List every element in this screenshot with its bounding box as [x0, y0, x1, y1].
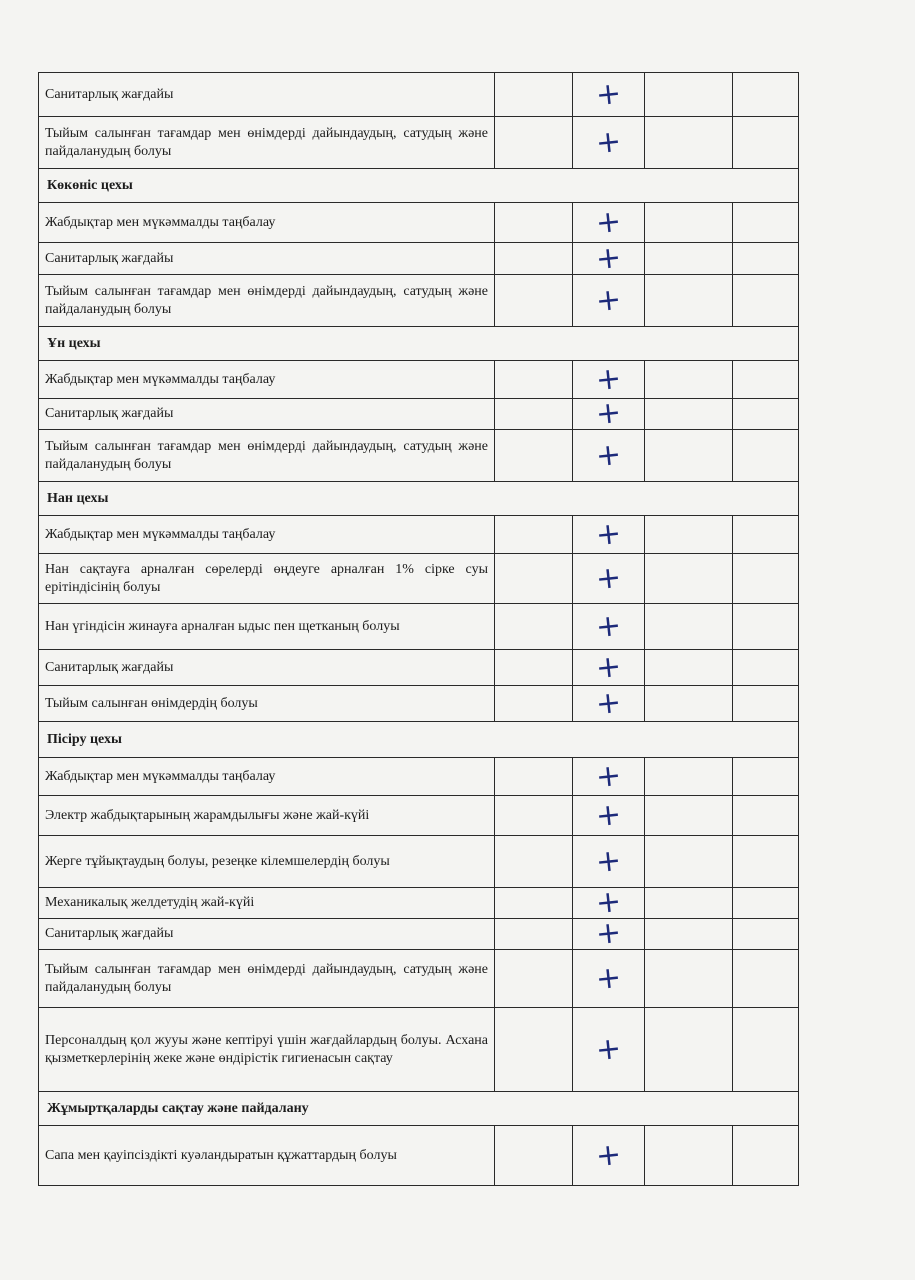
- handwritten-plus-mark: +: [594, 394, 623, 433]
- checklist-row: [39, 203, 799, 243]
- requirement-text: Сапа мен қауіпсіздікті куәландыратын құжаттардың болуы: [39, 1126, 495, 1186]
- compliance-mark-cell: [573, 883, 645, 922]
- requirement-text: Нан сақтауға арналған сөрелерді өңдеуге арналған 1% сірке суы ерітіндісінің болуы: [39, 554, 495, 604]
- section-header-row: [39, 482, 799, 516]
- empty-mark-cell: [495, 1008, 573, 1092]
- empty-mark-cell: [733, 836, 799, 888]
- empty-mark-cell: [495, 796, 573, 836]
- empty-mark-cell: [733, 604, 799, 650]
- empty-mark-cell: [495, 686, 573, 722]
- empty-mark-cell: [733, 919, 799, 950]
- empty-mark-cell: [495, 516, 573, 554]
- handwritten-plus-mark: +: [594, 684, 623, 722]
- empty-mark-cell: [645, 604, 733, 650]
- empty-mark-cell: [733, 516, 799, 554]
- requirement-text: Электр жабдықтарының жарамдылығы және жай-күйі: [39, 796, 495, 836]
- compliance-mark-cell: [573, 836, 645, 888]
- requirement-text: Тыйым салынған тағамдар мен өнімдерді дайындаудың, сатудың және пайдаланудың болуы: [39, 950, 495, 1008]
- compliance-mark-cell: [573, 117, 645, 169]
- empty-mark-cell: [733, 73, 799, 117]
- checklist-row: [39, 554, 799, 604]
- empty-mark-cell: [495, 243, 573, 275]
- requirement-text: Тыйым салынған тағамдар мен өнімдерді дайындаудың, сатудың және пайдаланудың болуы: [39, 117, 495, 169]
- compliance-mark-cell: [573, 796, 645, 836]
- empty-mark-cell: [645, 1008, 733, 1092]
- checklist-row: [39, 361, 799, 399]
- empty-mark-cell: [645, 554, 733, 604]
- empty-mark-cell: [495, 117, 573, 169]
- requirement-text: Санитарлық жағдайы: [39, 919, 495, 950]
- handwritten-plus-mark: +: [594, 959, 623, 997]
- checklist-row: [39, 399, 799, 430]
- empty-mark-cell: [645, 796, 733, 836]
- empty-mark-cell: [733, 650, 799, 686]
- checklist-row: [39, 243, 799, 275]
- empty-mark-cell: [645, 430, 733, 482]
- compliance-mark-cell: [573, 516, 645, 554]
- empty-mark-cell: [495, 554, 573, 604]
- empty-mark-cell: [733, 554, 799, 604]
- handwritten-plus-mark: +: [594, 239, 623, 277]
- requirement-text: Тыйым салынған тағамдар мен өнімдерді дайындаудың, сатудың және пайдаланудың болуы: [39, 430, 495, 482]
- handwritten-plus-mark: +: [594, 203, 623, 241]
- requirement-text: Тыйым салынған өнімдердің болуы: [39, 686, 495, 722]
- section-title: Нан цехы: [39, 482, 799, 516]
- handwritten-plus-mark: +: [594, 559, 623, 597]
- section-title: Көкөніс цехы: [39, 169, 799, 203]
- empty-mark-cell: [733, 758, 799, 796]
- compliance-mark-cell: [573, 758, 645, 796]
- empty-mark-cell: [495, 1126, 573, 1186]
- empty-mark-cell: [495, 361, 573, 399]
- handwritten-plus-mark: +: [594, 436, 623, 474]
- section-title: Пісіру цехы: [39, 722, 799, 758]
- section-header-row: [39, 722, 799, 758]
- checklist-row: [39, 686, 799, 722]
- empty-mark-cell: [495, 203, 573, 243]
- empty-mark-cell: [645, 650, 733, 686]
- handwritten-plus-mark: +: [594, 914, 623, 953]
- requirement-text: Персоналдың қол жууы және кептіруі үшін жағдайлардың болуы. Асхана қызметкерлерінің жеке және өндірістік гигиенасын сақтау: [39, 1008, 495, 1092]
- checklist-row: [39, 950, 799, 1008]
- handwritten-plus-mark: +: [594, 757, 623, 795]
- checklist-row: [39, 836, 799, 888]
- section-header-row: [39, 1092, 799, 1126]
- handwritten-plus-mark: +: [594, 75, 623, 113]
- handwritten-plus-mark: +: [594, 360, 623, 398]
- compliance-mark-cell: [573, 203, 645, 243]
- empty-mark-cell: [495, 604, 573, 650]
- requirement-text: Санитарлық жағдайы: [39, 650, 495, 686]
- requirement-text: Нан үгіндісін жинауға арналған ыдыс пен щетканың болуы: [39, 604, 495, 650]
- empty-mark-cell: [495, 836, 573, 888]
- empty-mark-cell: [733, 117, 799, 169]
- compliance-mark-cell: [573, 361, 645, 399]
- requirement-text: Механикалық желдетудің жай-күйі: [39, 888, 495, 919]
- empty-mark-cell: [645, 686, 733, 722]
- handwritten-plus-mark: +: [594, 883, 623, 922]
- handwritten-plus-mark: +: [594, 515, 623, 553]
- empty-mark-cell: [495, 758, 573, 796]
- inspection-checklist-table: [38, 72, 799, 1186]
- compliance-mark-cell: [573, 394, 645, 433]
- requirement-text: Санитарлық жағдайы: [39, 399, 495, 430]
- empty-mark-cell: [645, 516, 733, 554]
- checklist-rows: [39, 73, 799, 1186]
- requirement-text: Жабдықтар мен мүкәммалды таңбалау: [39, 758, 495, 796]
- section-title: Жұмыртқаларды сақтау және пайдалану: [39, 1092, 799, 1126]
- checklist-row: [39, 604, 799, 650]
- compliance-mark-cell: [573, 430, 645, 482]
- empty-mark-cell: [645, 117, 733, 169]
- empty-mark-cell: [495, 919, 573, 950]
- checklist-row: [39, 919, 799, 950]
- empty-mark-cell: [495, 650, 573, 686]
- empty-mark-cell: [645, 888, 733, 919]
- checklist-row: [39, 758, 799, 796]
- empty-mark-cell: [645, 73, 733, 117]
- empty-mark-cell: [645, 361, 733, 399]
- requirement-text: Тыйым салынған тағамдар мен өнімдерді дайындаудың, сатудың және пайдаланудың болуы: [39, 275, 495, 327]
- compliance-mark-cell: [573, 914, 645, 953]
- empty-mark-cell: [645, 950, 733, 1008]
- empty-mark-cell: [645, 758, 733, 796]
- empty-mark-cell: [733, 430, 799, 482]
- checklist-row: [39, 430, 799, 482]
- requirement-text: Санитарлық жағдайы: [39, 73, 495, 117]
- empty-mark-cell: [733, 796, 799, 836]
- empty-mark-cell: [733, 1008, 799, 1092]
- section-header-row: [39, 169, 799, 203]
- empty-mark-cell: [733, 243, 799, 275]
- requirement-text: Жерге тұйықтаудың болуы, резеңке кілемшелердің болуы: [39, 836, 495, 888]
- empty-mark-cell: [645, 243, 733, 275]
- handwritten-plus-mark: +: [594, 1136, 623, 1174]
- compliance-mark-cell: [573, 686, 645, 722]
- checklist-page: [38, 72, 798, 1186]
- requirement-text: Санитарлық жағдайы: [39, 243, 495, 275]
- handwritten-plus-mark: +: [594, 1030, 623, 1068]
- empty-mark-cell: [495, 399, 573, 430]
- requirement-text: Жабдықтар мен мүкәммалды таңбалау: [39, 203, 495, 243]
- handwritten-plus-mark: +: [594, 796, 623, 834]
- compliance-mark-cell: [573, 275, 645, 327]
- checklist-row: [39, 275, 799, 327]
- compliance-mark-cell: [573, 604, 645, 650]
- empty-mark-cell: [495, 73, 573, 117]
- empty-mark-cell: [495, 950, 573, 1008]
- empty-mark-cell: [645, 919, 733, 950]
- empty-mark-cell: [645, 836, 733, 888]
- empty-mark-cell: [495, 888, 573, 919]
- section-title: Ұн цехы: [39, 327, 799, 361]
- handwritten-plus-mark: +: [594, 123, 623, 161]
- empty-mark-cell: [733, 686, 799, 722]
- empty-mark-cell: [733, 888, 799, 919]
- compliance-mark-cell: [573, 73, 645, 117]
- checklist-row: [39, 117, 799, 169]
- handwritten-plus-mark: +: [594, 281, 623, 319]
- empty-mark-cell: [645, 1126, 733, 1186]
- empty-mark-cell: [495, 430, 573, 482]
- checklist-row: [39, 888, 799, 919]
- empty-mark-cell: [733, 1126, 799, 1186]
- checklist-row: [39, 516, 799, 554]
- empty-mark-cell: [733, 950, 799, 1008]
- compliance-mark-cell: [573, 650, 645, 686]
- checklist-row: [39, 650, 799, 686]
- empty-mark-cell: [495, 275, 573, 327]
- requirement-text: Жабдықтар мен мүкәммалды таңбалау: [39, 361, 495, 399]
- empty-mark-cell: [645, 399, 733, 430]
- checklist-row: [39, 796, 799, 836]
- requirement-text: Жабдықтар мен мүкәммалды таңбалау: [39, 516, 495, 554]
- compliance-mark-cell: [573, 1008, 645, 1092]
- handwritten-plus-mark: +: [594, 648, 623, 686]
- checklist-row: [39, 1008, 799, 1092]
- checklist-row: [39, 1126, 799, 1186]
- handwritten-plus-mark: +: [594, 842, 623, 880]
- compliance-mark-cell: [573, 950, 645, 1008]
- compliance-mark-cell: [573, 239, 645, 277]
- section-header-row: [39, 327, 799, 361]
- empty-mark-cell: [733, 399, 799, 430]
- empty-mark-cell: [645, 275, 733, 327]
- handwritten-plus-mark: +: [594, 607, 623, 645]
- compliance-mark-cell: [573, 1126, 645, 1186]
- empty-mark-cell: [733, 275, 799, 327]
- empty-mark-cell: [733, 361, 799, 399]
- empty-mark-cell: [645, 203, 733, 243]
- checklist-row: [39, 73, 799, 117]
- compliance-mark-cell: [573, 554, 645, 604]
- empty-mark-cell: [733, 203, 799, 243]
